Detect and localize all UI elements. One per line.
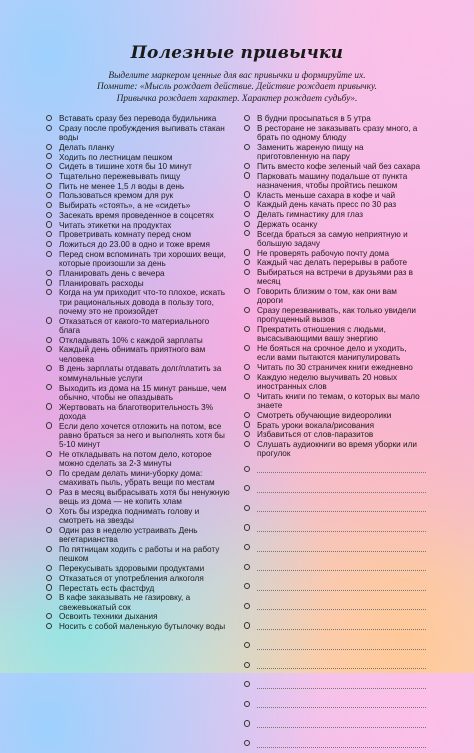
habit-item[interactable]	[244, 114, 430, 123]
habit-item[interactable]	[46, 545, 236, 564]
habit-text-line: Выходить из дома на 15 минут раньше, чем	[59, 384, 236, 393]
habit-text-line: высасывающими вашу энергию	[257, 334, 430, 343]
habit-text-line: Не бояться на срочное дело и уходить,	[257, 344, 430, 353]
habit-text-line: Каждую неделю выучивать 20 новых	[257, 373, 430, 382]
blank-habit-line[interactable]	[244, 655, 430, 675]
habit-text-line: Пить не менее 1,5 л воды в день	[59, 182, 236, 191]
habit-text-line: Тщательно пережевывать пищу	[59, 172, 236, 181]
checkbox-circle-icon[interactable]	[46, 270, 52, 276]
habit-text-line: Если дело хочется отложить на потом, все	[59, 422, 236, 431]
habit-text-line: Не проверять рабочую почту дома	[257, 249, 430, 258]
habit-text-line: Прекратить отношения с людьми,	[257, 325, 430, 334]
checkbox-circle-icon[interactable]	[46, 422, 52, 428]
habit-text-line: Всегда браться за самую неприятную и	[257, 230, 430, 239]
habit-item[interactable]	[46, 622, 236, 631]
habit-item[interactable]	[244, 392, 430, 411]
checkbox-circle-icon[interactable]	[46, 384, 52, 390]
checkbox-circle-icon[interactable]	[46, 470, 52, 476]
habit-item[interactable]	[46, 593, 236, 612]
habit-item[interactable]	[46, 230, 236, 239]
dotted-write-line	[257, 570, 426, 571]
habit-text-line: Хоть бы изредка поднимать голову и	[59, 507, 236, 516]
habit-item[interactable]	[244, 421, 430, 430]
checkbox-circle-icon[interactable]	[244, 603, 250, 609]
habit-item[interactable]	[46, 574, 236, 583]
checkbox-circle-icon[interactable]	[244, 421, 250, 427]
dotted-write-line	[257, 551, 426, 552]
dotted-write-line	[257, 668, 426, 669]
checkbox-circle-icon[interactable]	[244, 441, 250, 447]
habit-text-line: Парковать машину подальше от пункта	[257, 172, 430, 181]
habit-item[interactable]	[46, 182, 236, 191]
habit-item[interactable]	[46, 143, 236, 152]
checkbox-circle-icon[interactable]	[46, 489, 52, 495]
checkbox-circle-icon[interactable]	[244, 288, 250, 294]
blank-habit-line[interactable]	[244, 734, 430, 753]
checkbox-circle-icon[interactable]	[46, 221, 52, 227]
habit-text-line: почему это не произойдет	[59, 307, 236, 316]
blank-habit-line[interactable]	[244, 675, 430, 695]
habit-text-line: Откладывать 10% с каждой зарплаты	[59, 336, 236, 345]
habit-text-line: Выбираться на встречи в друзьями раз в	[257, 268, 430, 277]
habit-item[interactable]	[244, 440, 430, 459]
blank-habit-line[interactable]	[244, 459, 430, 479]
habit-text-line: равно браться за него и выполнять хотя бы	[59, 431, 236, 440]
habit-text-line: Избавиться от слов-паразитов	[257, 430, 430, 439]
checkbox-circle-icon[interactable]	[46, 508, 52, 514]
habit-text-line: По пятницам ходить с работы и на работу	[59, 545, 236, 554]
checkbox-circle-icon[interactable]	[244, 485, 250, 491]
checkbox-circle-icon[interactable]	[46, 575, 52, 581]
habit-text-line: Раз в месяц выбрасывать хотя бы ненужную	[59, 488, 236, 497]
checkbox-circle-icon[interactable]	[46, 279, 52, 285]
habit-text-line: прогулок	[257, 449, 430, 458]
checkbox-circle-icon[interactable]	[46, 173, 52, 179]
habit-text-line: воды	[59, 133, 236, 142]
checkbox-circle-icon[interactable]	[244, 221, 250, 227]
habit-text-line: смахивать пыль, убрать вещи по местам	[59, 478, 236, 487]
checkbox-circle-icon[interactable]	[244, 211, 250, 217]
habit-text-line: В будни просыпаться в 5 утра	[257, 114, 430, 123]
habit-item[interactable]	[46, 336, 236, 345]
habit-text-line: Отказаться от какого-то материального	[59, 317, 236, 326]
habit-text-line: Пить вместо кофе зеленый чай без сахара	[257, 162, 430, 171]
blank-habit-line[interactable]	[244, 636, 430, 656]
habit-item[interactable]	[244, 363, 430, 372]
checkbox-circle-icon[interactable]	[46, 289, 52, 295]
habit-text-line: Пользоваться кремом для рук	[59, 191, 236, 200]
habit-text-line: Жертвовать на благотворительность 3%	[59, 403, 236, 412]
habit-item[interactable]	[46, 153, 236, 162]
checkbox-circle-icon[interactable]	[244, 144, 250, 150]
checkbox-circle-icon[interactable]	[46, 202, 52, 208]
habit-text-line: Носить с собой маленькую бутылочку воды	[59, 622, 236, 631]
habit-text-line: Ходить по лестницам пешком	[59, 153, 236, 162]
checkbox-circle-icon[interactable]	[244, 505, 250, 511]
checkbox-circle-icon[interactable]	[46, 251, 52, 257]
checkbox-circle-icon[interactable]	[244, 466, 250, 472]
checkbox-circle-icon[interactable]	[46, 623, 52, 629]
habit-item[interactable]	[46, 612, 236, 621]
checkbox-circle-icon[interactable]	[244, 622, 250, 628]
habit-text-line: человека	[59, 355, 236, 364]
habit-item[interactable]	[244, 306, 430, 325]
checkbox-circle-icon[interactable]	[244, 393, 250, 399]
intro-line: Выделите маркером ценные для вас привычки и формируйте их.	[60, 71, 414, 82]
habit-item[interactable]	[46, 422, 236, 450]
habit-text-line: Проветривать комнату перед сном	[59, 230, 236, 239]
habit-item[interactable]	[46, 488, 236, 507]
habit-text-line: обычно, чтобы не опаздывать	[59, 393, 236, 402]
dotted-write-line	[257, 472, 426, 473]
checkbox-circle-icon[interactable]	[46, 144, 52, 150]
habit-item[interactable]	[46, 317, 236, 336]
habit-item[interactable]	[46, 364, 236, 383]
intro-line: Помните: «Мысль рождает действие. Действие рождает привычку.	[60, 82, 414, 93]
habit-text-line: приготовленную на пару	[257, 152, 430, 161]
blank-habit-line[interactable]	[244, 714, 430, 734]
checkbox-circle-icon[interactable]	[46, 337, 52, 343]
habit-item[interactable]	[46, 172, 236, 181]
habit-item[interactable]	[244, 287, 430, 306]
habit-text-line: Перед сном вспоминать три хороших вещи,	[59, 250, 236, 259]
habit-text-line: Каждый день обнимать приятного вам	[59, 345, 236, 354]
checkbox-circle-icon[interactable]	[46, 451, 52, 457]
dotted-write-line	[257, 688, 426, 689]
checkbox-circle-icon[interactable]	[244, 681, 250, 687]
habit-text-line: Смотреть обучающие видеоролики	[257, 411, 430, 420]
habit-text-line: Делать гимнастику для глаз	[257, 210, 430, 219]
habit-text-line: Сидеть в тишине хотя бы 10 минут	[59, 162, 236, 171]
habit-item[interactable]	[46, 584, 236, 593]
checkbox-circle-icon[interactable]	[244, 269, 250, 275]
dotted-write-line	[257, 609, 426, 610]
habit-item[interactable]	[244, 268, 430, 287]
habit-text-line: Слушать аудиокниги во время уборки или	[257, 440, 430, 449]
checkbox-circle-icon[interactable]	[46, 346, 52, 352]
habit-text-line: Один раз в неделю устраивать День	[59, 526, 236, 535]
habit-item[interactable]	[244, 220, 430, 229]
habit-text-line: смотреть на звезды	[59, 516, 236, 525]
habit-text-line: По средам делать мини-уборку дома:	[59, 469, 236, 478]
habit-item[interactable]	[46, 250, 236, 269]
habit-item[interactable]	[46, 114, 236, 123]
checkbox-circle-icon[interactable]	[244, 662, 250, 668]
checkbox-circle-icon[interactable]	[46, 241, 52, 247]
checkbox-circle-icon[interactable]	[46, 527, 52, 533]
habit-item[interactable]	[244, 191, 430, 200]
habit-item[interactable]	[244, 430, 430, 439]
blank-habit-line[interactable]	[244, 557, 430, 577]
habit-text-line: Планировать день с вечера	[59, 269, 236, 278]
habit-item[interactable]	[46, 403, 236, 422]
checkbox-circle-icon[interactable]	[46, 115, 52, 121]
habit-text-line: Перекусывать здоровыми продуктами	[59, 564, 236, 573]
habit-text-line: Сразу перезванивать, как только увидели	[257, 306, 430, 315]
habit-text-line: свежевыжатый сок	[59, 603, 236, 612]
habit-text-line: коммунальные услуги	[59, 374, 236, 383]
habit-text-line: Каждый день качать пресс по 30 раз	[257, 200, 430, 209]
habit-text-line: В день зарплаты отдавать долг/платить за	[59, 364, 236, 373]
habit-item[interactable]	[46, 384, 236, 403]
habit-text-line: Говорить близким о том, как они вам	[257, 287, 430, 296]
habit-text-line: назначения, чтобы пройтись пешком	[257, 181, 430, 190]
habit-item[interactable]	[244, 143, 430, 162]
checkbox-circle-icon[interactable]	[244, 412, 250, 418]
checkbox-circle-icon[interactable]	[244, 374, 250, 380]
dotted-write-line	[257, 747, 426, 748]
checkbox-circle-icon[interactable]	[46, 163, 52, 169]
habit-item[interactable]	[46, 240, 236, 249]
checkbox-circle-icon[interactable]	[46, 183, 52, 189]
habit-text-line: Вставать сразу без перевода будильника	[59, 114, 236, 123]
habit-text-line: Не откладывать на потом дело, которое	[59, 450, 236, 459]
habit-item[interactable]	[244, 411, 430, 420]
checkbox-circle-icon[interactable]	[46, 231, 52, 237]
checkbox-circle-icon[interactable]	[46, 403, 52, 409]
checkbox-circle-icon[interactable]	[244, 564, 250, 570]
habit-text-line: В кафе заказывать не газировку, а	[59, 593, 236, 602]
habit-text-line: Брать уроки вокала/рисования	[257, 421, 430, 430]
blank-habit-line[interactable]	[244, 596, 430, 616]
habit-text-line: Засекать время проведенное в соцсетях	[59, 211, 236, 220]
habit-text-line: Освоить техники дыхания	[59, 612, 236, 621]
habit-item[interactable]	[244, 258, 430, 267]
habit-item[interactable]	[46, 469, 236, 488]
habit-item[interactable]	[46, 345, 236, 364]
blank-habit-line[interactable]	[244, 577, 430, 597]
habit-text-line: брать по одному блюду	[257, 133, 430, 142]
habits-right-column	[244, 114, 430, 753]
page-title: Полезные привычки	[0, 43, 474, 63]
habit-text-line: Ложиться до 23.00 в одно и тоже время	[59, 240, 236, 249]
checkbox-circle-icon[interactable]	[244, 345, 250, 351]
checkbox-circle-icon[interactable]	[244, 326, 250, 332]
habit-item[interactable]	[244, 344, 430, 363]
habit-text-line: Каждый час делать перерывы в работе	[257, 258, 430, 267]
checkbox-circle-icon[interactable]	[244, 230, 250, 236]
blank-habit-line[interactable]	[244, 518, 430, 538]
habit-item[interactable]	[244, 124, 430, 143]
habit-text-line: пропущенный вызов	[257, 315, 430, 324]
habit-text-line: Сразу после пробуждения выпивать стакан	[59, 124, 236, 133]
habit-text-line: можно сделать за 2-3 минуты	[59, 459, 236, 468]
checkbox-circle-icon[interactable]	[244, 364, 250, 370]
dotted-write-line	[257, 531, 426, 532]
habit-item[interactable]	[46, 526, 236, 545]
habit-item[interactable]	[244, 200, 430, 209]
checkbox-circle-icon[interactable]	[46, 594, 52, 600]
habit-text-line: которые произошли за день	[59, 259, 236, 268]
checkbox-circle-icon[interactable]	[46, 317, 52, 323]
dotted-write-line	[257, 492, 426, 493]
habit-item[interactable]	[46, 201, 236, 210]
checkbox-circle-icon[interactable]	[244, 740, 250, 746]
checkbox-circle-icon[interactable]	[244, 201, 250, 207]
habit-item[interactable]	[46, 288, 236, 316]
habit-item[interactable]	[46, 221, 236, 230]
habit-text-line: пешком	[59, 554, 236, 563]
habit-text-line: В ресторане не заказывать сразу много, а	[257, 124, 430, 133]
blank-habit-line[interactable]	[244, 498, 430, 518]
checkbox-circle-icon[interactable]	[244, 172, 250, 178]
habit-text-line: Планировать расходы	[59, 279, 236, 288]
checkbox-circle-icon[interactable]	[46, 584, 52, 590]
checkbox-circle-icon[interactable]	[46, 546, 52, 552]
checkbox-circle-icon[interactable]	[244, 125, 250, 131]
habit-text-line: Когда на ум приходит что-то плохое, искать	[59, 288, 236, 297]
checkbox-circle-icon[interactable]	[46, 192, 52, 198]
blank-habit-line[interactable]	[244, 616, 430, 636]
habit-item[interactable]	[46, 162, 236, 171]
habit-item[interactable]	[46, 507, 236, 526]
habit-item[interactable]	[244, 373, 430, 392]
habit-text-line: если вами пытаются манипулировать	[257, 353, 430, 362]
checkbox-circle-icon[interactable]	[244, 163, 250, 169]
habit-item[interactable]	[244, 230, 430, 249]
checkbox-circle-icon[interactable]	[46, 125, 52, 131]
habit-text-line: месяц	[257, 277, 430, 286]
habit-text-line: дороги	[257, 296, 430, 305]
checkbox-circle-icon[interactable]	[46, 565, 52, 571]
habit-text-line: большую задачу	[257, 239, 430, 248]
habit-text-line: Заменить жареную пищу на	[257, 143, 430, 152]
checkbox-circle-icon[interactable]	[46, 613, 52, 619]
blank-habit-line[interactable]	[244, 538, 430, 558]
habit-text-line: три рациональных довода в пользу того,	[59, 298, 236, 307]
checkbox-circle-icon[interactable]	[244, 524, 250, 530]
checkbox-circle-icon[interactable]	[244, 115, 250, 121]
dotted-write-line	[257, 707, 426, 708]
checkbox-circle-icon[interactable]	[46, 153, 52, 159]
habit-item[interactable]	[46, 269, 236, 278]
habit-text-line: вещь из дома — не копить хлам	[59, 497, 236, 506]
checkbox-circle-icon[interactable]	[244, 191, 250, 197]
habit-text-line: Читать по 30 страничек книги ежедневно	[257, 363, 430, 372]
habit-text-line: Выбирать «стоять», а не «сидеть»	[59, 201, 236, 210]
blank-habit-line[interactable]	[244, 694, 430, 714]
checkbox-circle-icon[interactable]	[244, 583, 250, 589]
dotted-write-line	[257, 727, 426, 728]
habit-text-line: Читать этикетки на продуктах	[59, 221, 236, 230]
checkbox-circle-icon[interactable]	[244, 544, 250, 550]
habit-text-line: знаете	[257, 401, 430, 410]
checkbox-circle-icon[interactable]	[244, 642, 250, 648]
habit-item[interactable]	[244, 210, 430, 219]
habit-text-line: 5-10 минут	[59, 440, 236, 449]
dotted-write-line	[257, 649, 426, 650]
habit-text-line: Перестать есть фастфуд	[59, 584, 236, 593]
checkbox-circle-icon[interactable]	[244, 701, 250, 707]
checkbox-circle-icon[interactable]	[244, 431, 250, 437]
habit-item[interactable]	[46, 279, 236, 288]
habit-text-line: вегетарианства	[59, 535, 236, 544]
checkbox-circle-icon[interactable]	[244, 307, 250, 313]
blank-habit-line[interactable]	[244, 479, 430, 499]
habit-text-line: блага	[59, 326, 236, 335]
habit-text-line: Отказаться от употребления алкоголя	[59, 574, 236, 583]
checkbox-circle-icon[interactable]	[244, 259, 250, 265]
habit-text-line: Держать осанку	[257, 220, 430, 229]
intro-text	[60, 71, 414, 105]
checkbox-circle-icon[interactable]	[46, 212, 52, 218]
habits-left-column	[46, 114, 236, 632]
habit-item[interactable]	[244, 172, 430, 191]
dotted-write-line	[257, 511, 426, 512]
habit-item[interactable]	[244, 325, 430, 344]
checkbox-circle-icon[interactable]	[244, 249, 250, 255]
checkbox-circle-icon[interactable]	[244, 720, 250, 726]
dotted-write-line	[257, 590, 426, 591]
habit-item[interactable]	[46, 211, 236, 220]
habit-item[interactable]	[244, 162, 430, 171]
habit-item[interactable]	[46, 450, 236, 469]
intro-line: Привычка рождает характер. Характер рождает судьбу».	[60, 94, 414, 105]
habit-item[interactable]	[46, 124, 236, 143]
dotted-write-line	[257, 629, 426, 630]
checkbox-circle-icon[interactable]	[46, 365, 52, 371]
habit-text-line: дохода	[59, 412, 236, 421]
habit-item[interactable]	[244, 249, 430, 258]
habit-item[interactable]	[46, 564, 236, 573]
habit-text-line: иностранных слов	[257, 382, 430, 391]
habit-text-line: Класть меньше сахара в кофе и чай	[257, 191, 430, 200]
habit-text-line: Делать планку	[59, 143, 236, 152]
habit-text-line: Читать книги по темам, о которых вы мало	[257, 392, 430, 401]
habit-item[interactable]	[46, 191, 236, 200]
